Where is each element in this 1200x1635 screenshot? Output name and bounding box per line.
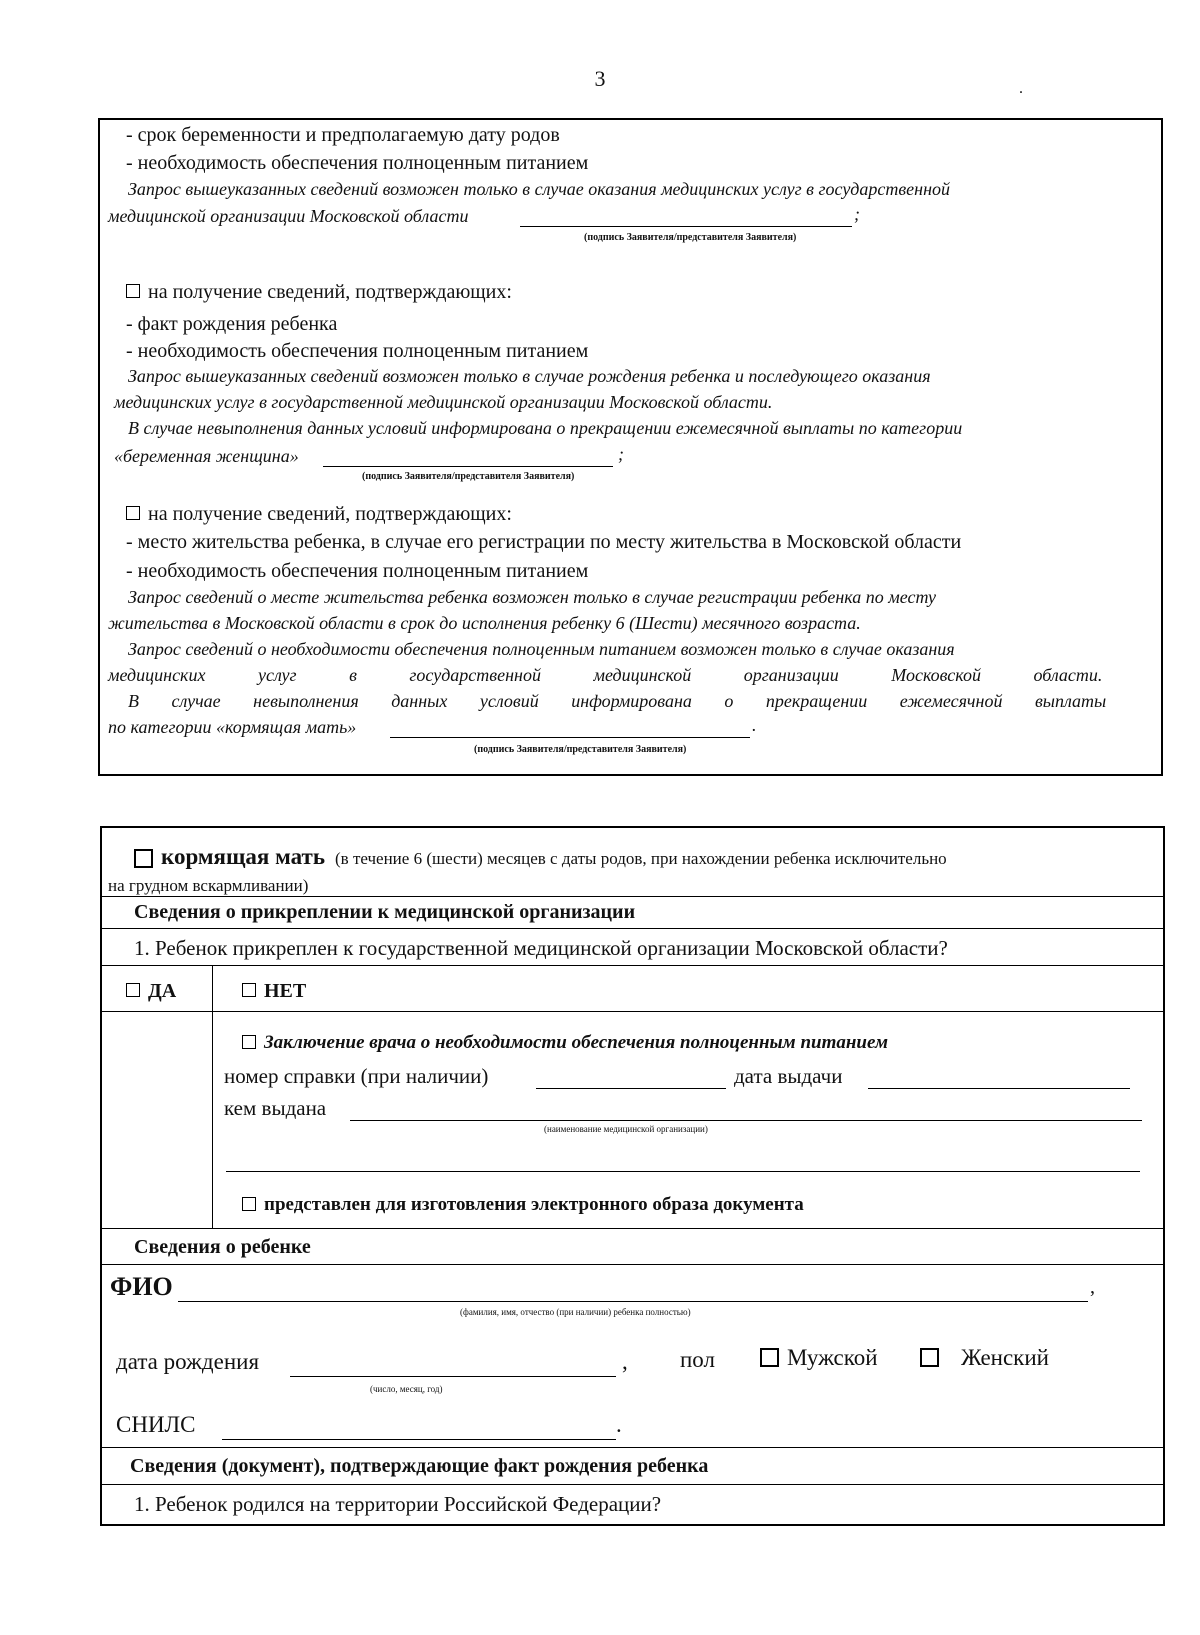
option-label: Мужской xyxy=(787,1345,878,1370)
list-item: - факт рождения ребенка xyxy=(126,313,338,335)
page-number: 3 xyxy=(594,66,606,91)
field-caption: (число, месяц, год) xyxy=(370,1384,443,1394)
checkbox-row[interactable] xyxy=(126,281,512,304)
question: 1. Ребенок прикреплен к государственной медицинской организации Московской области? xyxy=(134,936,948,960)
option-yes[interactable] xyxy=(126,980,176,1003)
issue-date-field[interactable] xyxy=(868,1064,1130,1089)
sex-label: пол xyxy=(680,1347,715,1372)
option-label: Женский xyxy=(961,1345,1049,1370)
divider xyxy=(102,896,1163,897)
issued-by-label: кем выдана xyxy=(224,1096,327,1120)
doctor-conclusion[interactable] xyxy=(242,1032,888,1054)
category-name: кормящая мать xyxy=(161,844,325,869)
note-text: медицинских услуг в государственной медицинской организации Московской области. xyxy=(114,392,773,412)
list-item: - необходимость обеспечения полноценным питанием xyxy=(126,340,589,362)
question: 1. Ребенок родился на территории Российской Федерации? xyxy=(134,1492,662,1516)
category-title[interactable] xyxy=(134,844,947,870)
fio-field[interactable] xyxy=(178,1274,1088,1302)
list-item: - необходимость обеспечения полноценным питанием xyxy=(126,152,589,174)
checkbox[interactable] xyxy=(920,1348,939,1367)
option-label: НЕТ xyxy=(264,980,307,1002)
checkbox[interactable] xyxy=(242,1197,256,1211)
note-text: Запрос сведений о месте жительства ребенка возможен только в случае регистрации ребенка по месту xyxy=(128,587,937,607)
section-header: Сведения о ребенке xyxy=(134,1236,311,1258)
note-text: по категории «кормящая мать» xyxy=(108,717,357,737)
checkbox[interactable] xyxy=(242,983,256,997)
signature-field[interactable] xyxy=(520,206,852,227)
cert-number-label: номер справки (при наличии) xyxy=(224,1064,489,1088)
issued-by-field[interactable] xyxy=(350,1096,1142,1121)
option-no[interactable] xyxy=(242,980,306,1003)
field-caption: (наименование медицинской организации) xyxy=(544,1124,708,1134)
divider xyxy=(102,1264,1163,1265)
section-header: Сведения о прикреплении к медицинской организации xyxy=(134,901,636,923)
list-item: - место жительства ребенка, в случае его регистрации по месту жительства в Московской области xyxy=(126,531,962,553)
option-label: ДА xyxy=(148,980,177,1002)
signature-field[interactable] xyxy=(323,446,613,467)
consent-block xyxy=(98,118,1163,776)
note-text: Запрос сведений о необходимости обеспечения полноценным питанием возможен только в случае оказания xyxy=(128,639,955,659)
signature-caption: (подпись Заявителя/представителя Заявителя) xyxy=(584,232,797,243)
doctor-conclusion-label: Заключение врача о необходимости обеспечения полноценным питанием xyxy=(264,1032,888,1053)
checkbox[interactable] xyxy=(126,506,140,520)
checkbox-row[interactable] xyxy=(126,503,512,526)
checkbox[interactable] xyxy=(242,1035,256,1049)
punctuation: ; xyxy=(854,204,860,224)
note-line xyxy=(108,613,1144,634)
divider xyxy=(102,1228,1163,1229)
note-line xyxy=(128,691,1144,712)
scan-option[interactable] xyxy=(242,1194,804,1216)
birth-date-field[interactable] xyxy=(290,1349,616,1377)
note-text: медицинской организации Московской области xyxy=(108,206,469,226)
snils-field[interactable] xyxy=(222,1412,616,1440)
cert-number-field[interactable] xyxy=(536,1064,726,1089)
corner-mark: . xyxy=(1019,80,1023,97)
note-text: «беременная женщина» xyxy=(114,446,299,466)
checkbox-label: на получение сведений, подтверждающих: xyxy=(148,281,512,303)
punctuation: ; xyxy=(618,444,624,464)
column-divider xyxy=(212,965,213,1228)
signature-caption: (подпись Заявителя/представителя Заявителя) xyxy=(474,744,687,755)
punctuation: . xyxy=(616,1412,622,1437)
category-condition: на грудном вскармливании) xyxy=(108,876,309,895)
issue-date-label: дата выдачи xyxy=(734,1064,843,1088)
note-line xyxy=(128,639,1144,660)
note-text: жительства в Московской области в срок до исполнения ребенку 6 (Шести) месячного возраста. xyxy=(108,613,861,633)
checkbox[interactable] xyxy=(126,983,140,997)
punctuation: . xyxy=(752,715,757,735)
sex-female-option[interactable] xyxy=(920,1345,1049,1371)
divider xyxy=(102,928,1163,929)
checkbox[interactable] xyxy=(134,849,153,868)
checkbox[interactable] xyxy=(126,284,140,298)
category-condition: (в течение 6 (шести) месяцев с даты родов, при нахождении ребенка исключительно xyxy=(335,849,947,868)
note-line xyxy=(108,665,1144,686)
note-text: медицинских услуг в государственной медицинской организации Московской области. xyxy=(108,665,1103,685)
nursing-mother-section xyxy=(100,826,1165,1526)
divider xyxy=(102,1484,1163,1485)
note-line xyxy=(128,418,1144,439)
sex-male-option[interactable] xyxy=(760,1345,878,1371)
issued-by-field-continued[interactable] xyxy=(226,1171,1140,1172)
list-item: - необходимость обеспечения полноценным питанием xyxy=(126,560,589,582)
list-item: - срок беременности и предполагаемую дату родов xyxy=(126,124,560,146)
divider xyxy=(102,1447,1163,1448)
checkbox[interactable] xyxy=(760,1348,779,1367)
note-line xyxy=(128,179,1144,200)
note-text: Запрос вышеуказанных сведений возможен только в случае оказания медицинских услуг в государственной xyxy=(128,179,951,199)
note-line xyxy=(128,587,1144,608)
signature-field[interactable] xyxy=(390,717,750,738)
divider xyxy=(102,965,1163,966)
birth-date-label: дата рождения xyxy=(116,1349,260,1374)
note-text: В случае невыполнения данных условий информирована о прекращении ежемесячной выплаты xyxy=(128,691,1107,711)
signature-caption: (подпись Заявителя/представителя Заявителя) xyxy=(362,471,575,482)
note-line xyxy=(128,366,1144,387)
field-caption: (фамилия, имя, отчество (при наличии) ребенка полностью) xyxy=(460,1307,691,1317)
note-text: В случае невыполнения данных условий информирована о прекращении ежемесячной выплаты по категории xyxy=(128,418,963,438)
checkbox-label: на получение сведений, подтверждающих: xyxy=(148,503,512,525)
scan-option-label: представлен для изготовления электронного образа документа xyxy=(264,1194,804,1215)
snils-label: СНИЛС xyxy=(116,1412,196,1437)
punctuation: , xyxy=(1090,1276,1095,1298)
fio-label: ФИО xyxy=(110,1272,173,1301)
punctuation: , xyxy=(622,1349,628,1374)
divider xyxy=(102,1011,1163,1012)
note-text: Запрос вышеуказанных сведений возможен только в случае рождения ребенка и последующего оказания xyxy=(128,366,931,386)
section-header: Сведения (документ), подтверждающие факт рождения ребенка xyxy=(130,1455,709,1477)
